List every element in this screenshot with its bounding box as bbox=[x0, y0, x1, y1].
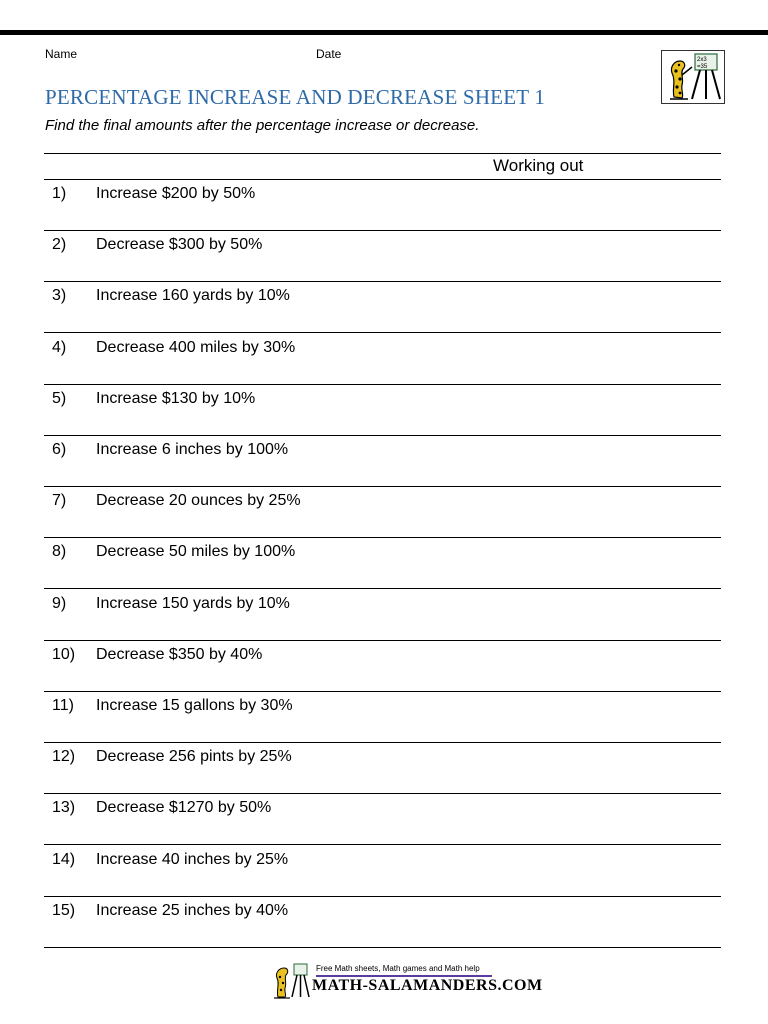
question-text: Increase 150 yards by 10% bbox=[96, 594, 290, 612]
answer-rule bbox=[44, 947, 721, 948]
question-number: 3) bbox=[52, 287, 67, 305]
question-row bbox=[44, 846, 721, 897]
question-row bbox=[44, 231, 721, 282]
question-number: 5) bbox=[52, 389, 67, 407]
question-number: 8) bbox=[52, 543, 67, 561]
question-number: 12) bbox=[52, 748, 76, 766]
question-row bbox=[44, 436, 721, 487]
question-text: Increase $200 by 50% bbox=[96, 185, 256, 202]
question-text: Decrease 50 miles by 100% bbox=[96, 543, 296, 561]
question-text: Increase $130 by 10% bbox=[96, 389, 256, 407]
question-number: 7) bbox=[52, 492, 67, 510]
question-text: Decrease $300 by 50% bbox=[96, 236, 263, 254]
logo-text-bottom: =35 bbox=[697, 64, 708, 70]
question-number: 2) bbox=[52, 236, 67, 254]
question-row bbox=[44, 334, 721, 385]
question-number: 15) bbox=[52, 901, 76, 919]
page-title: PERCENTAGE INCREASE AND DECREASE SHEET 1 bbox=[45, 85, 546, 109]
question-text: Increase 15 gallons by 30% bbox=[96, 697, 293, 714]
question-text: Decrease 256 pints by 25% bbox=[96, 748, 292, 766]
question-row bbox=[44, 538, 721, 589]
question-text: Increase 6 inches by 100% bbox=[96, 441, 289, 458]
question-text: Decrease 20 ounces by 25% bbox=[96, 492, 301, 510]
question-number: 10) bbox=[52, 645, 76, 663]
question-row bbox=[44, 282, 721, 333]
question-row bbox=[44, 794, 721, 845]
question-row bbox=[44, 897, 721, 948]
question-number: 13) bbox=[52, 799, 76, 817]
logo-text-top: 2x3 bbox=[697, 57, 707, 63]
date-label: Date bbox=[316, 47, 342, 61]
salamander-logo-icon bbox=[661, 50, 725, 104]
question-row bbox=[44, 385, 721, 436]
question-number: 9) bbox=[52, 594, 67, 612]
question-row bbox=[44, 180, 721, 231]
question-text: Increase 25 inches by 40% bbox=[96, 901, 289, 919]
question-number: 14) bbox=[52, 850, 76, 868]
working-out-label: Working out bbox=[493, 156, 584, 175]
top-rule bbox=[0, 30, 768, 35]
question-number: 11) bbox=[52, 697, 74, 714]
question-row bbox=[44, 743, 721, 794]
header-rule-top bbox=[44, 153, 721, 154]
question-text: Decrease $350 by 40% bbox=[96, 645, 263, 663]
footer-site-link[interactable]: MATH-SALAMANDERS.COM bbox=[312, 977, 543, 994]
question-text: Increase 160 yards by 10% bbox=[96, 287, 290, 305]
question-text: Decrease $1270 by 50% bbox=[96, 799, 272, 817]
question-text: Increase 40 inches by 25% bbox=[96, 850, 289, 868]
question-row bbox=[44, 590, 721, 641]
question-number: 4) bbox=[52, 338, 67, 356]
question-text: Decrease 400 miles by 30% bbox=[96, 338, 296, 356]
question-row bbox=[44, 487, 721, 538]
instructions: Find the final amounts after the percentage increase or decrease. bbox=[45, 117, 480, 134]
question-row bbox=[44, 692, 721, 743]
footer-logo bbox=[272, 962, 543, 1000]
question-number: 6) bbox=[52, 441, 67, 458]
question-row bbox=[44, 641, 721, 692]
footer-salamander-icon bbox=[272, 962, 314, 1000]
question-number: 1) bbox=[52, 185, 67, 202]
name-label: Name bbox=[45, 47, 78, 61]
footer-tagline: Free Math sheets, Math games and Math help bbox=[316, 964, 480, 973]
